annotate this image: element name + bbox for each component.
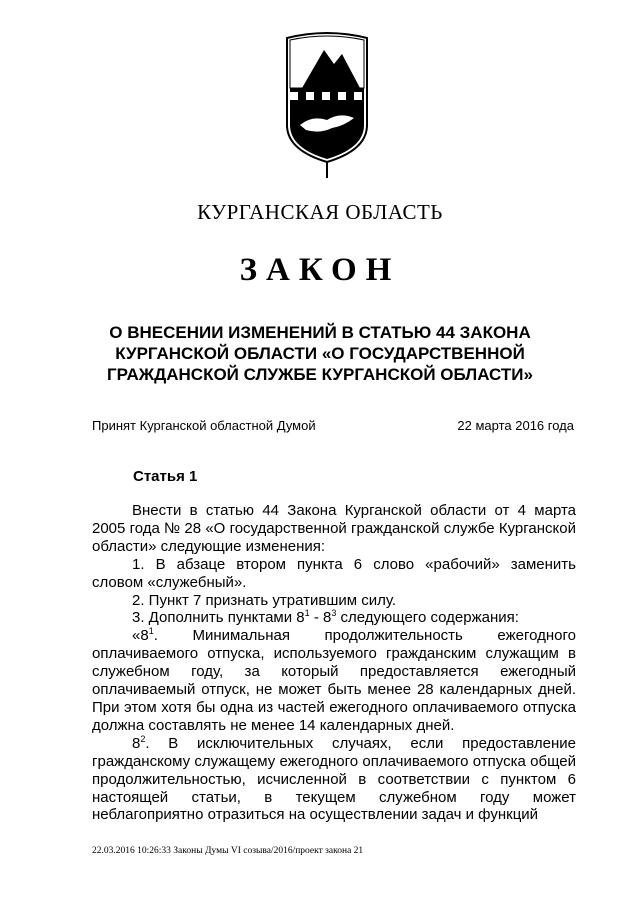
law-title-line: ГРАЖДАНСКОЙ СЛУЖБЕ КУРГАНСКОЙ ОБЛАСТИ» bbox=[107, 365, 533, 384]
document-footer: 22.03.2016 10:26:33 Законы Думы VI созыва/2016/проект закона 21 bbox=[92, 846, 364, 856]
law-title bbox=[60, 322, 580, 385]
article-heading: Статья 1 bbox=[133, 468, 198, 485]
text-fragment: - 8 bbox=[309, 609, 332, 627]
paragraph: 1. В абзаце втором пункта 6 слово «рабочий» заменить словом «служебный». bbox=[92, 555, 576, 591]
superscript: 1 bbox=[304, 608, 310, 619]
coat-of-arms-emblem bbox=[282, 30, 372, 180]
text-fragment: следующего содержания: bbox=[336, 609, 519, 627]
paragraph: Внести в статью 44 Закона Курганской области от 4 марта 2005 года № 28 «О государственной гражданской службе Курганской области» следующие изменения: bbox=[92, 502, 576, 555]
paragraph: 2. Пункт 7 признать утратившим силу. bbox=[132, 591, 397, 609]
region-name: КУРГАНСКАЯ ОБЛАСТЬ bbox=[197, 200, 443, 224]
document-type: ЗАКОН bbox=[239, 252, 401, 288]
law-title-line: КУРГАНСКОЙ ОБЛАСТИ «О ГОСУДАРСТВЕННОЙ bbox=[115, 344, 525, 363]
adopted-by: Принят Курганской областной Думой bbox=[92, 418, 316, 433]
superscript: 1 bbox=[148, 626, 154, 637]
text-fragment: . В исключительных случаях, если предоставление гражданскому служащему ежегодного оплачиваемого отпуска общей продолжительностью, исчисленной в соответствии с пунктом 6 настоящей статьи, в текущем служебном году может неблагоприятно отразиться на осуществлении задач и функций bbox=[92, 734, 576, 824]
law-title-line: О ВНЕСЕНИИ ИЗМЕНЕНИЙ В СТАТЬЮ 44 ЗАКОНА bbox=[109, 323, 531, 342]
adoption-date: 22 марта 2016 года bbox=[457, 418, 574, 433]
paragraph bbox=[92, 627, 576, 734]
paragraph bbox=[92, 609, 576, 627]
text-fragment: 8 bbox=[132, 734, 141, 752]
text-fragment: . Минимальная продолжительность ежегодного оплачиваемого отпуска, используемого гражданским служащим в служебном году, за который предоставляется ежегодный оплачиваемый отпуск, не может быть менее 28 календарных дней. При этом хотя бы одна из частей ежегодного оплачиваемого отпуска должна составлять не менее 14 календарных дней. bbox=[92, 627, 576, 734]
paragraph bbox=[92, 735, 576, 825]
text-fragment: 3. Дополнить пунктами 8 bbox=[132, 609, 305, 627]
text-fragment: «8 bbox=[132, 627, 149, 645]
superscript: 3 bbox=[331, 608, 337, 619]
superscript: 2 bbox=[140, 733, 146, 744]
article-body bbox=[92, 502, 576, 824]
